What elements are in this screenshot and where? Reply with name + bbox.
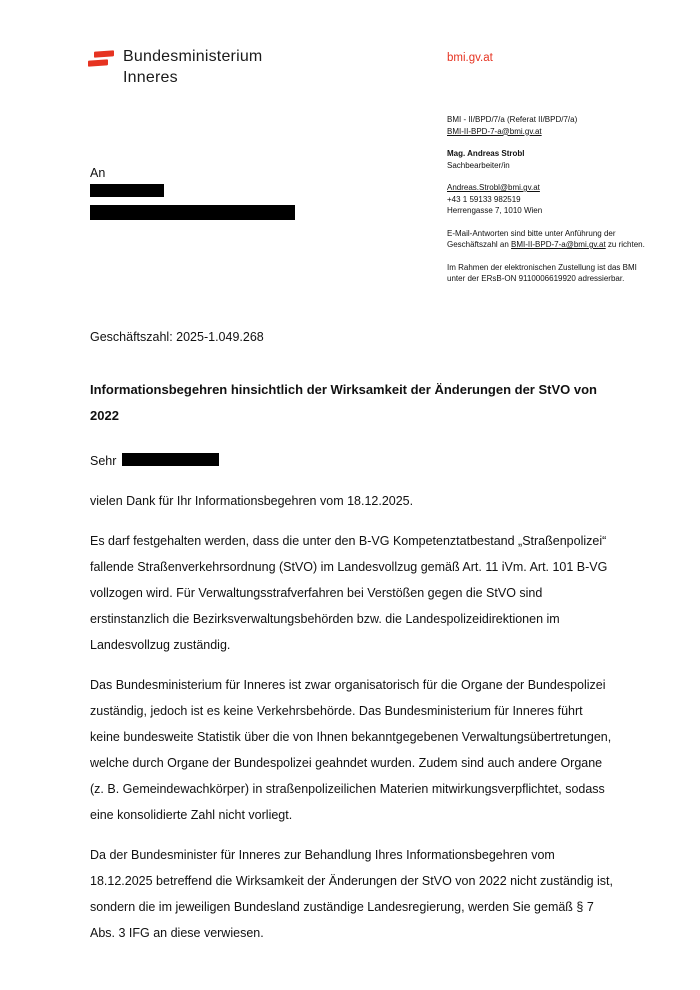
reply-note-text-pre: E-Mail-Antworten sind bitte unter Anführung der Geschäftszahl an (447, 228, 616, 249)
website-link[interactable]: bmi.gv.at (447, 52, 493, 64)
salutation-line (90, 448, 615, 474)
street-address: Herrengasse 7, 1010 Wien (447, 206, 543, 215)
paragraph-no-statistics: Das Bundesministerium für Inneres ist zwar organisatorisch für die Organe der Bundespolizei zuständig, jedoch ist es keine Verkehrsbehörde. Das Bundesministerium für Inneres führt keine bundesweite Statistik über die von Ihnen bekanntgegebenen Verwaltungsübertretungen, welche durch Organe der Bundespolizei geahndet wurden. Zudem sind auch andere Organe (z. B. Gemeindewachkörper) in straßenpolizeilichen Materien mitwirkungsverpflichtet, sodass eine konsolidierte Zahl nicht vorliegt. (90, 678, 612, 822)
ministry-name-line1: Bundesministerium (123, 48, 263, 65)
contact-block (447, 114, 651, 285)
ministry-logo-block (88, 46, 262, 88)
letter-body (90, 377, 615, 960)
recipient-label: An (90, 166, 106, 180)
ministry-name (123, 46, 262, 88)
salutation-prefix: Sehr (90, 454, 120, 468)
subject-heading: Informationsbegehren hinsichtlich der Wirksamkeit der Änderungen der StVO von 2022 (90, 382, 597, 423)
paragraph-referral: Da der Bundesminister für Inneres zur Behandlung Ihres Informationsbegehren vom 18.12.2025 betreffend die Wirksamkeit der Änderungen der StVO von 2022 nicht zuständig ist, sondern die im jeweiligen Bundesland zuständige Landesregierung, werden Sie gemäß § 7 Abs. 3 IFG an diese verwiesen. (90, 848, 614, 940)
redaction-bar-recipient-1 (90, 184, 164, 197)
department-email-link[interactable]: BMI-II-BPD-7-a@bmi.gv.at (447, 126, 542, 136)
department-line: BMI - II/BPD/7/a (Referat II/BPD/7/a) (447, 115, 578, 124)
paragraph-legal-basis: Es darf festgehalten werden, dass die unter den B-VG Kompetenztatbestand „Straßenpolizei“ fallende Straßenverkehrsordnung (StVO) im Landesvollzug gemäß Art. 11 iVm. Art. 101 B-VG vollzogen wird. Für Verwaltungsstrafverfahren bei Verstößen gegen die StVO sind erstinstanzlich die Bezirksverwaltungsbehörden bzw. die Landespolizeidirektionen im Landesvollzug zuständig. (90, 534, 608, 652)
officer-email-link[interactable]: Andreas.Strobl@bmi.gv.at (447, 183, 540, 192)
ministry-name-line2: Inneres (123, 69, 178, 86)
phone-number: +43 1 59133 982519 (447, 194, 521, 204)
redaction-bar-salutation (122, 453, 219, 466)
reply-note-text-post: zu richten. (605, 240, 645, 249)
officer-name: Mag. Andreas Strobl (447, 149, 525, 158)
austria-flag-logo-icon (88, 51, 116, 69)
reply-note (447, 228, 651, 251)
ersb-note: Im Rahmen der elektronischen Zustellung ist das BMI unter der ERsB-ON 9110006619920 adressierbar. (447, 262, 637, 283)
redaction-bar-recipient-2 (90, 205, 295, 220)
reply-note-email-link[interactable]: BMI-II-BPD-7-a@bmi.gv.at (511, 240, 606, 249)
paragraph-thanks: vielen Dank für Ihr Informationsbegehren vom 18.12.2025. (90, 494, 414, 508)
reference-number: Geschäftszahl: 2025-1.049.268 (90, 330, 264, 344)
officer-role: Sachbearbeiter/in (447, 160, 510, 170)
